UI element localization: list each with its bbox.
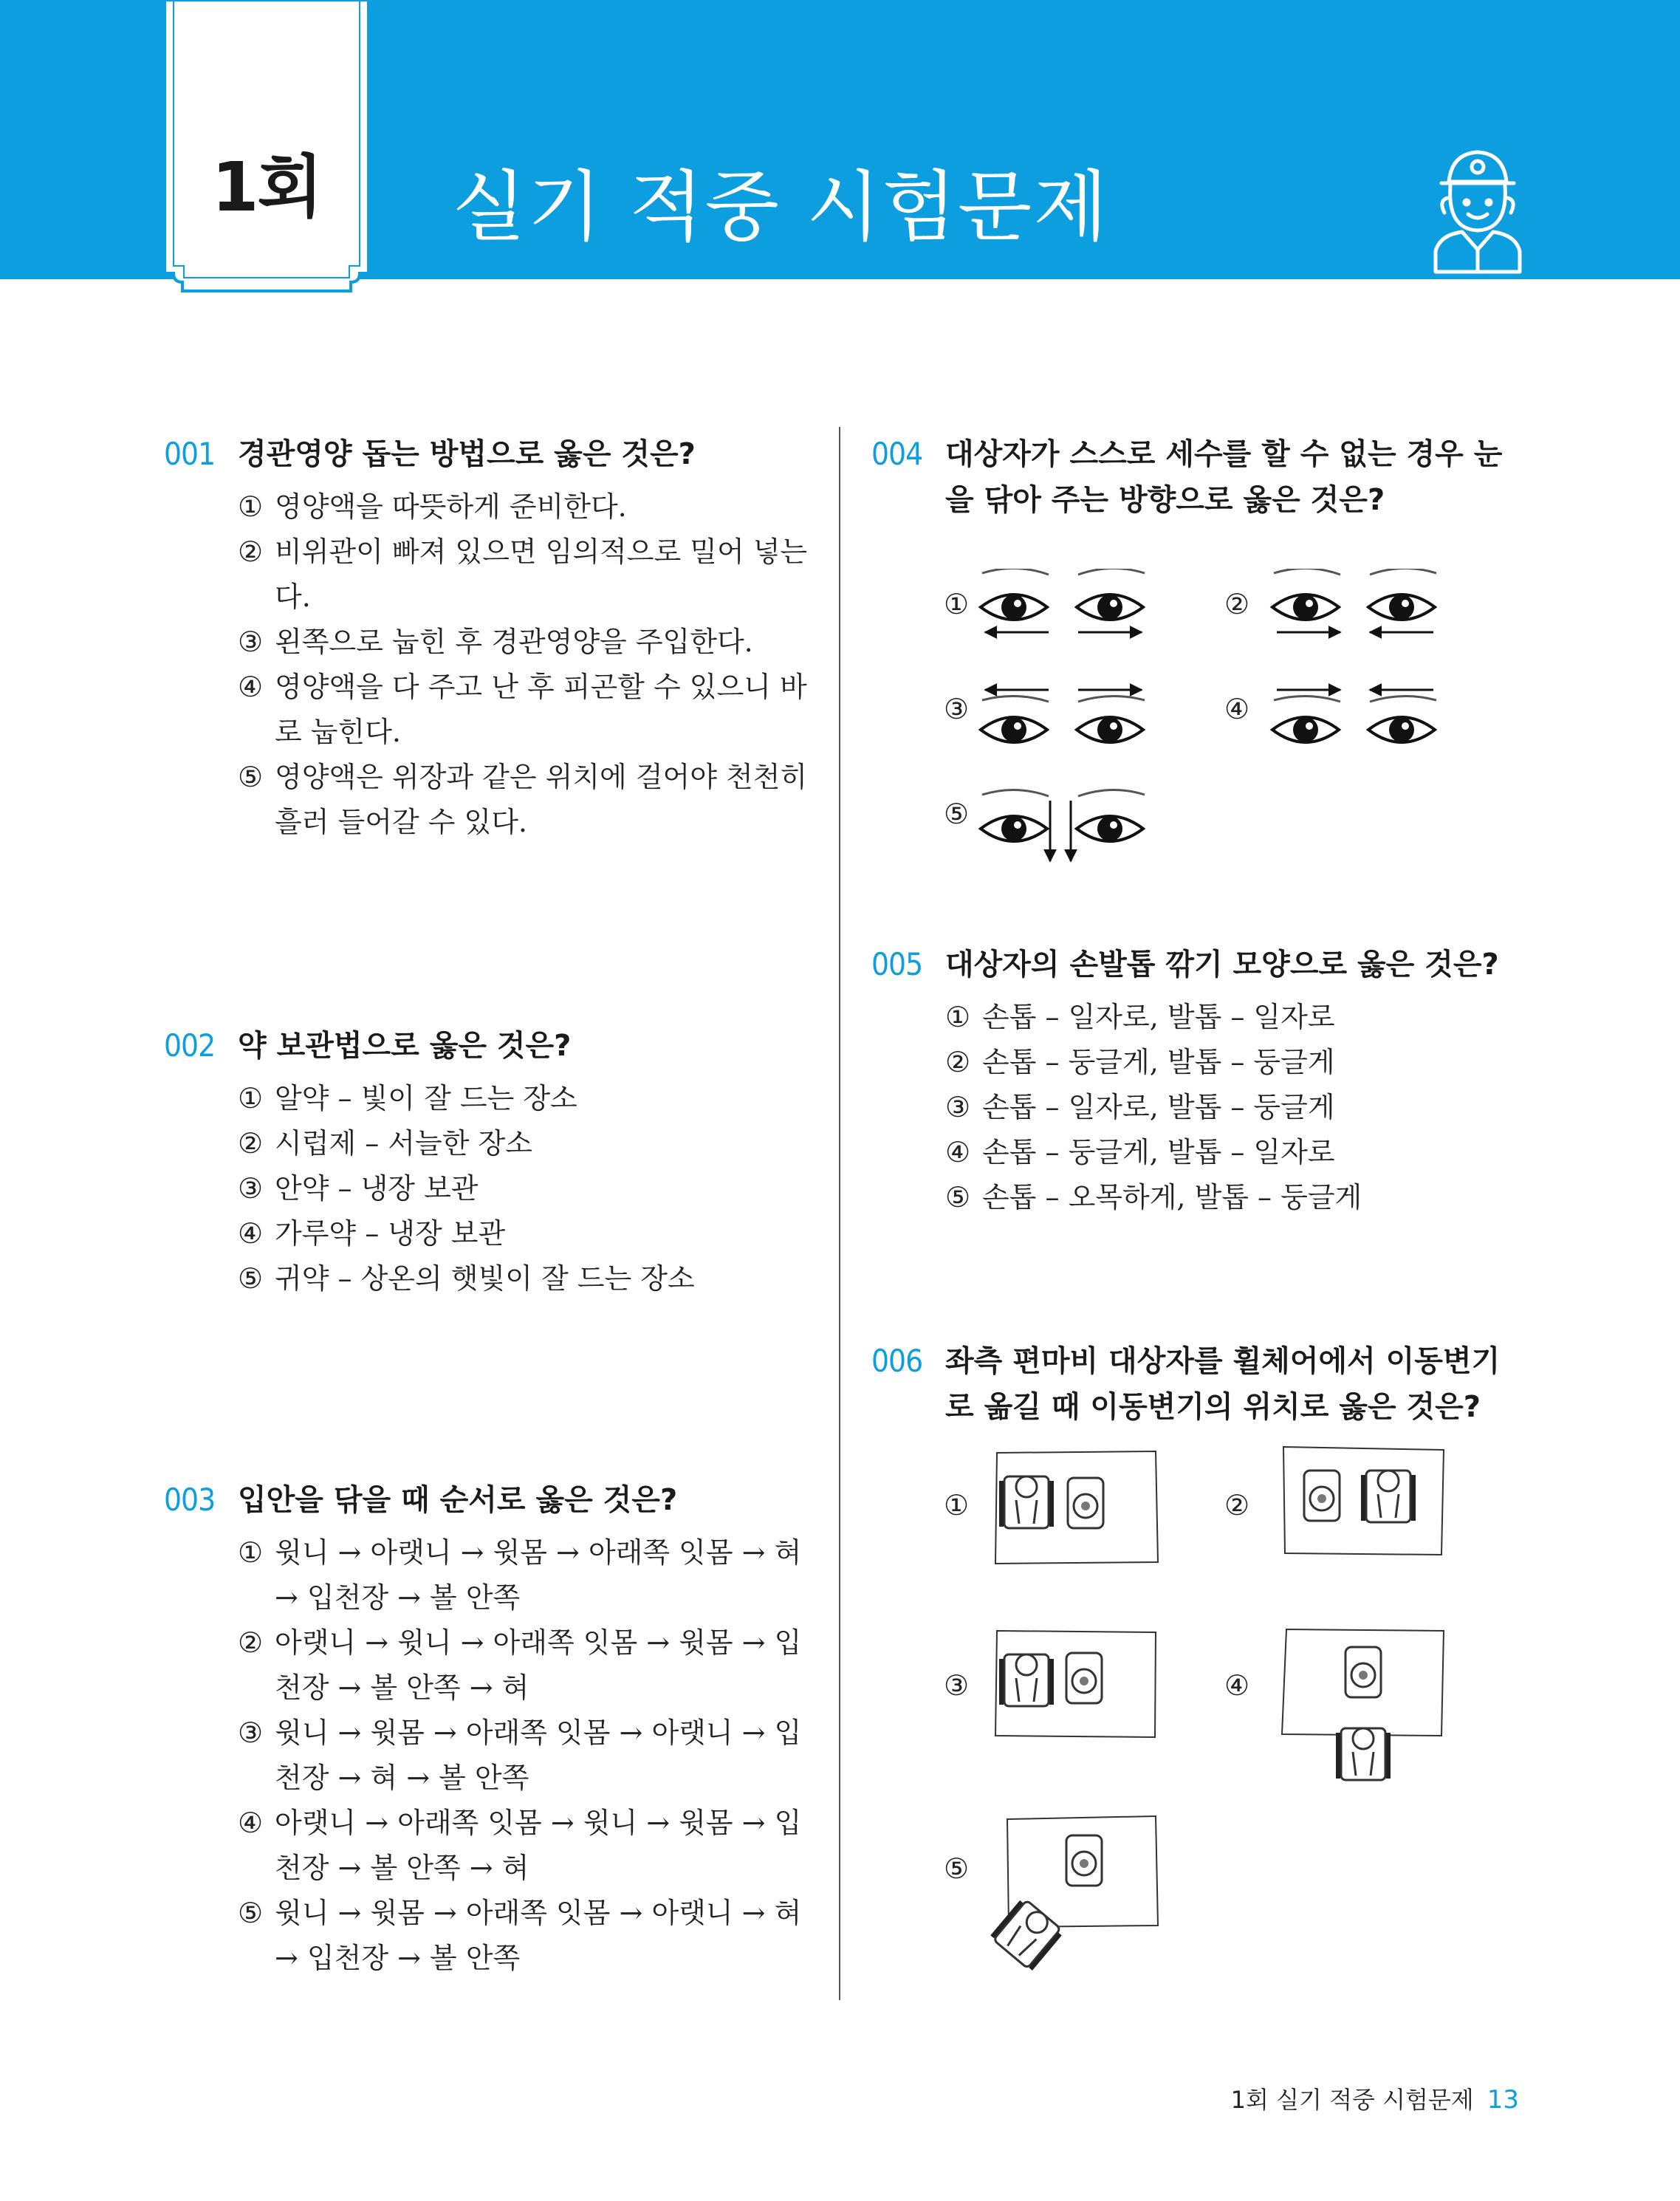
option-3: ③ 왼쪽으로 눕힌 후 경관영양을 주입한다.	[238, 626, 753, 658]
option-4: ④ 손톱 – 둥글게, 발톱 – 일자로	[945, 1136, 1335, 1168]
option-2: ② 아랫니 → 윗니 → 아래쪽 잇몸 → 윗몸 → 입천장 → 볼 안쪽 → 혀	[238, 1626, 802, 1704]
commode-figure-4	[1282, 1629, 1444, 1780]
question-number: 004	[871, 436, 923, 472]
option-4: ④ 아랫니 → 아래쪽 잇몸 → 윗니 → 윗몸 → 입천장 → 볼 안쪽 → 혀	[238, 1807, 802, 1884]
figure-mark-5: ⑤	[944, 798, 970, 830]
eye-figure-2	[1272, 569, 1436, 632]
footer-section-title: 1회 실기 적중 시험문제	[1230, 2086, 1474, 2114]
page-number: 13	[1487, 2085, 1519, 2115]
question-005	[871, 942, 1521, 1220]
question-number: 006	[871, 1343, 923, 1379]
option-5: ⑤ 윗니 → 윗몸 → 아래쪽 잇몸 → 아랫니 → 혀 → 입천장 → 볼 안쪽	[238, 1897, 802, 1974]
figure-mark-5: ⑤	[944, 1852, 970, 1885]
eye-figure-5	[981, 790, 1145, 861]
option-2: ② 시럽제 – 서늘한 장소	[238, 1127, 532, 1160]
question-004	[871, 431, 1521, 523]
figure-mark-2: ②	[1224, 588, 1250, 620]
question-001	[164, 431, 814, 845]
figure-mark-4: ④	[1224, 1669, 1250, 1702]
question-text: 대상자가 스스로 세수를 할 수 없는 경우 눈을 닦아 주는 방향으로 옳은 것은?	[945, 437, 1503, 517]
question-number: 005	[871, 946, 923, 982]
question-text: 대상자의 손발톱 깎기 모양으로 옳은 것은?	[945, 948, 1499, 982]
commode-figure-1	[995, 1451, 1158, 1564]
commode-figure-2	[1283, 1447, 1444, 1555]
question-text: 입안을 닦을 때 순서로 옳은 것은?	[238, 1483, 678, 1517]
column-divider	[839, 427, 840, 2000]
figure-mark-3: ③	[944, 693, 970, 725]
option-4: ④ 가루약 – 냉장 보관	[238, 1217, 506, 1250]
option-5: ⑤ 손톱 – 오목하게, 발톱 – 둥글게	[945, 1181, 1362, 1214]
page-title: 실기 적중 시험문제	[452, 162, 1109, 252]
chapter-number: 1회	[211, 148, 322, 227]
option-2: ② 손톱 – 둥글게, 발톱 – 둥글게	[945, 1046, 1335, 1078]
option-1: ① 손톱 – 일자로, 발톱 – 일자로	[945, 1001, 1335, 1033]
option-5: ⑤ 귀약 – 상온의 햇빛이 잘 드는 장소	[238, 1262, 695, 1295]
eye-direction-figures	[975, 569, 1680, 864]
page-footer	[1231, 2081, 1519, 2115]
eye-figure-3	[981, 690, 1145, 742]
question-003	[164, 1477, 814, 1981]
question-text: 경관영양 돕는 방법으로 옳은 것은?	[238, 437, 696, 471]
commode-figure-5	[991, 1816, 1158, 1970]
option-3: ③ 안약 – 냉장 보관	[238, 1172, 479, 1205]
option-3: ③ 손톱 – 일자로, 발톱 – 둥글게	[945, 1091, 1335, 1123]
question-text: 좌측 편마비 대상자를 휠체어에서 이동변기로 옮길 때 이동변기의 위치로 옳은 것은?	[945, 1344, 1501, 1424]
figure-mark-1: ①	[944, 588, 970, 620]
question-number: 003	[164, 1482, 216, 1518]
question-text: 약 보관법으로 옳은 것은?	[238, 1029, 572, 1063]
option-5: ⑤ 영양액은 위장과 같은 위치에 걸어야 천천히 흘러 들어갈 수 있다.	[238, 761, 808, 838]
option-1: ① 영양액을 따뜻하게 준비한다.	[238, 490, 627, 523]
eye-figure-4	[1272, 690, 1436, 742]
figure-mark-4: ④	[1224, 693, 1250, 725]
option-2: ② 비위관이 빠져 있으면 임의적으로 밀어 넣는다.	[238, 535, 808, 613]
figure-mark-1: ①	[944, 1489, 970, 1521]
figure-mark-3: ③	[944, 1669, 970, 1702]
commode-figure-3	[995, 1631, 1156, 1737]
question-002	[164, 1023, 814, 1301]
question-006	[871, 1338, 1521, 1430]
option-4: ④ 영양액을 다 주고 난 후 피곤할 수 있으니 바로 눕힌다.	[238, 671, 807, 748]
figure-mark-2: ②	[1224, 1489, 1250, 1521]
commode-position-figures	[990, 1444, 1462, 1991]
question-number: 002	[164, 1027, 216, 1064]
question-number: 001	[164, 436, 216, 472]
option-1: ① 알약 – 빛이 잘 드는 장소	[238, 1082, 577, 1115]
option-3: ③ 윗니 → 윗몸 → 아래쪽 잇몸 → 아랫니 → 입천장 → 혀 → 볼 안쪽	[238, 1716, 802, 1794]
nurse-mascot-icon	[1425, 140, 1530, 275]
eye-figure-1	[981, 569, 1145, 632]
option-1: ① 윗니 → 아랫니 → 윗몸 → 아래쪽 잇몸 → 혀 → 입천장 → 볼 안쪽	[238, 1536, 802, 1614]
